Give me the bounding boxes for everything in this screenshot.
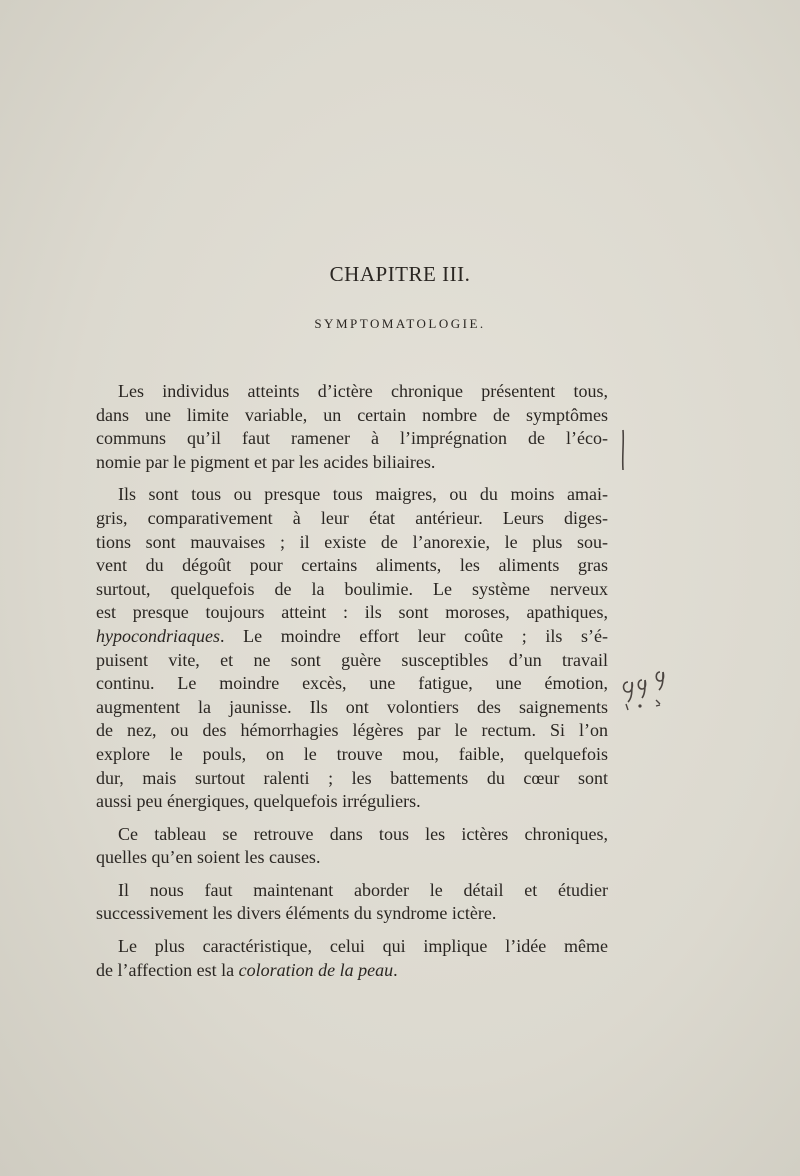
text-line: puisent vite, et ne sont guère susceptibles d’un travail <box>96 649 608 670</box>
paragraph-3 <box>96 823 608 870</box>
text-line: successivement les divers éléments du syndrome ictère. <box>96 903 497 924</box>
text-line: Il nous faut maintenant aborder le détail et étudier <box>118 879 608 900</box>
text-line: dur, mais surtout ralenti ; les battements du cœur sont <box>96 767 608 788</box>
text-line: nomie par le pigment et par les acides biliaires. <box>96 451 436 472</box>
italic-term: coloration de la peau <box>238 959 394 980</box>
text-line: communs qu’il faut ramener à l’imprégnation de l’éco- <box>96 428 608 449</box>
text-line: continu. Le moindre excès, une fatigue, une émotion, <box>96 673 608 694</box>
text-line-italic-end: de l’affection est la coloration de la peau. <box>96 959 398 980</box>
text-line: est presque toujours atteint : ils sont moroses, apathiques, <box>96 602 608 623</box>
pencil-margin-bar <box>620 428 626 472</box>
text-line: de nez, ou des hémorrhagies légères par le rectum. Si l’on <box>96 720 608 741</box>
text-line: tions sont mauvaises ; il existe de l’anorexie, le plus sou- <box>96 531 608 552</box>
text-line: surtout, quelquefois de la boulimie. Le système nerveux <box>96 578 608 599</box>
body-text <box>96 380 608 991</box>
text-line: gris, comparativement à leur état antérieur. Leurs diges- <box>96 507 608 528</box>
text-line: Les individus atteints d’ictère chronique présentent tous, <box>118 381 608 401</box>
text-line: Ils sont tous ou presque tous maigres, ou du moins amai- <box>118 484 608 505</box>
paragraph-4 <box>96 879 608 926</box>
text-line: augmentent la jaunisse. Ils ont volontiers des saignements <box>96 696 608 717</box>
paragraph-5 <box>96 935 608 982</box>
pencil-margin-annotation <box>620 668 680 718</box>
text-line: explore le pouls, on le trouve mou, faible, quelquefois <box>96 743 608 764</box>
paragraph-2 <box>96 483 608 813</box>
section-title: SYMPTOMATOLOGIE. <box>314 316 486 331</box>
chapter-title: CHAPITRE III. <box>329 262 471 286</box>
text-line: aussi peu énergiques, quelquefois irréguliers. <box>96 791 421 812</box>
text-line-italic-start: hypocondriaques. Le moindre effort leur coûte ; ils s’é- <box>96 625 608 646</box>
paragraph-1 <box>96 380 608 474</box>
text-line: Ce tableau se retrouve dans tous les ictères chroniques, <box>118 823 608 844</box>
text-line: vent du dégoût pour certains aliments, les aliments gras <box>96 555 608 576</box>
text-line: Le plus caractéristique, celui qui implique l’idée même <box>118 936 608 957</box>
italic-term: hypocondriaques <box>96 625 220 646</box>
text-line: quelles qu’en soient les causes. <box>96 847 321 868</box>
text-line: dans une limite variable, un certain nombre de symptômes <box>96 404 608 425</box>
